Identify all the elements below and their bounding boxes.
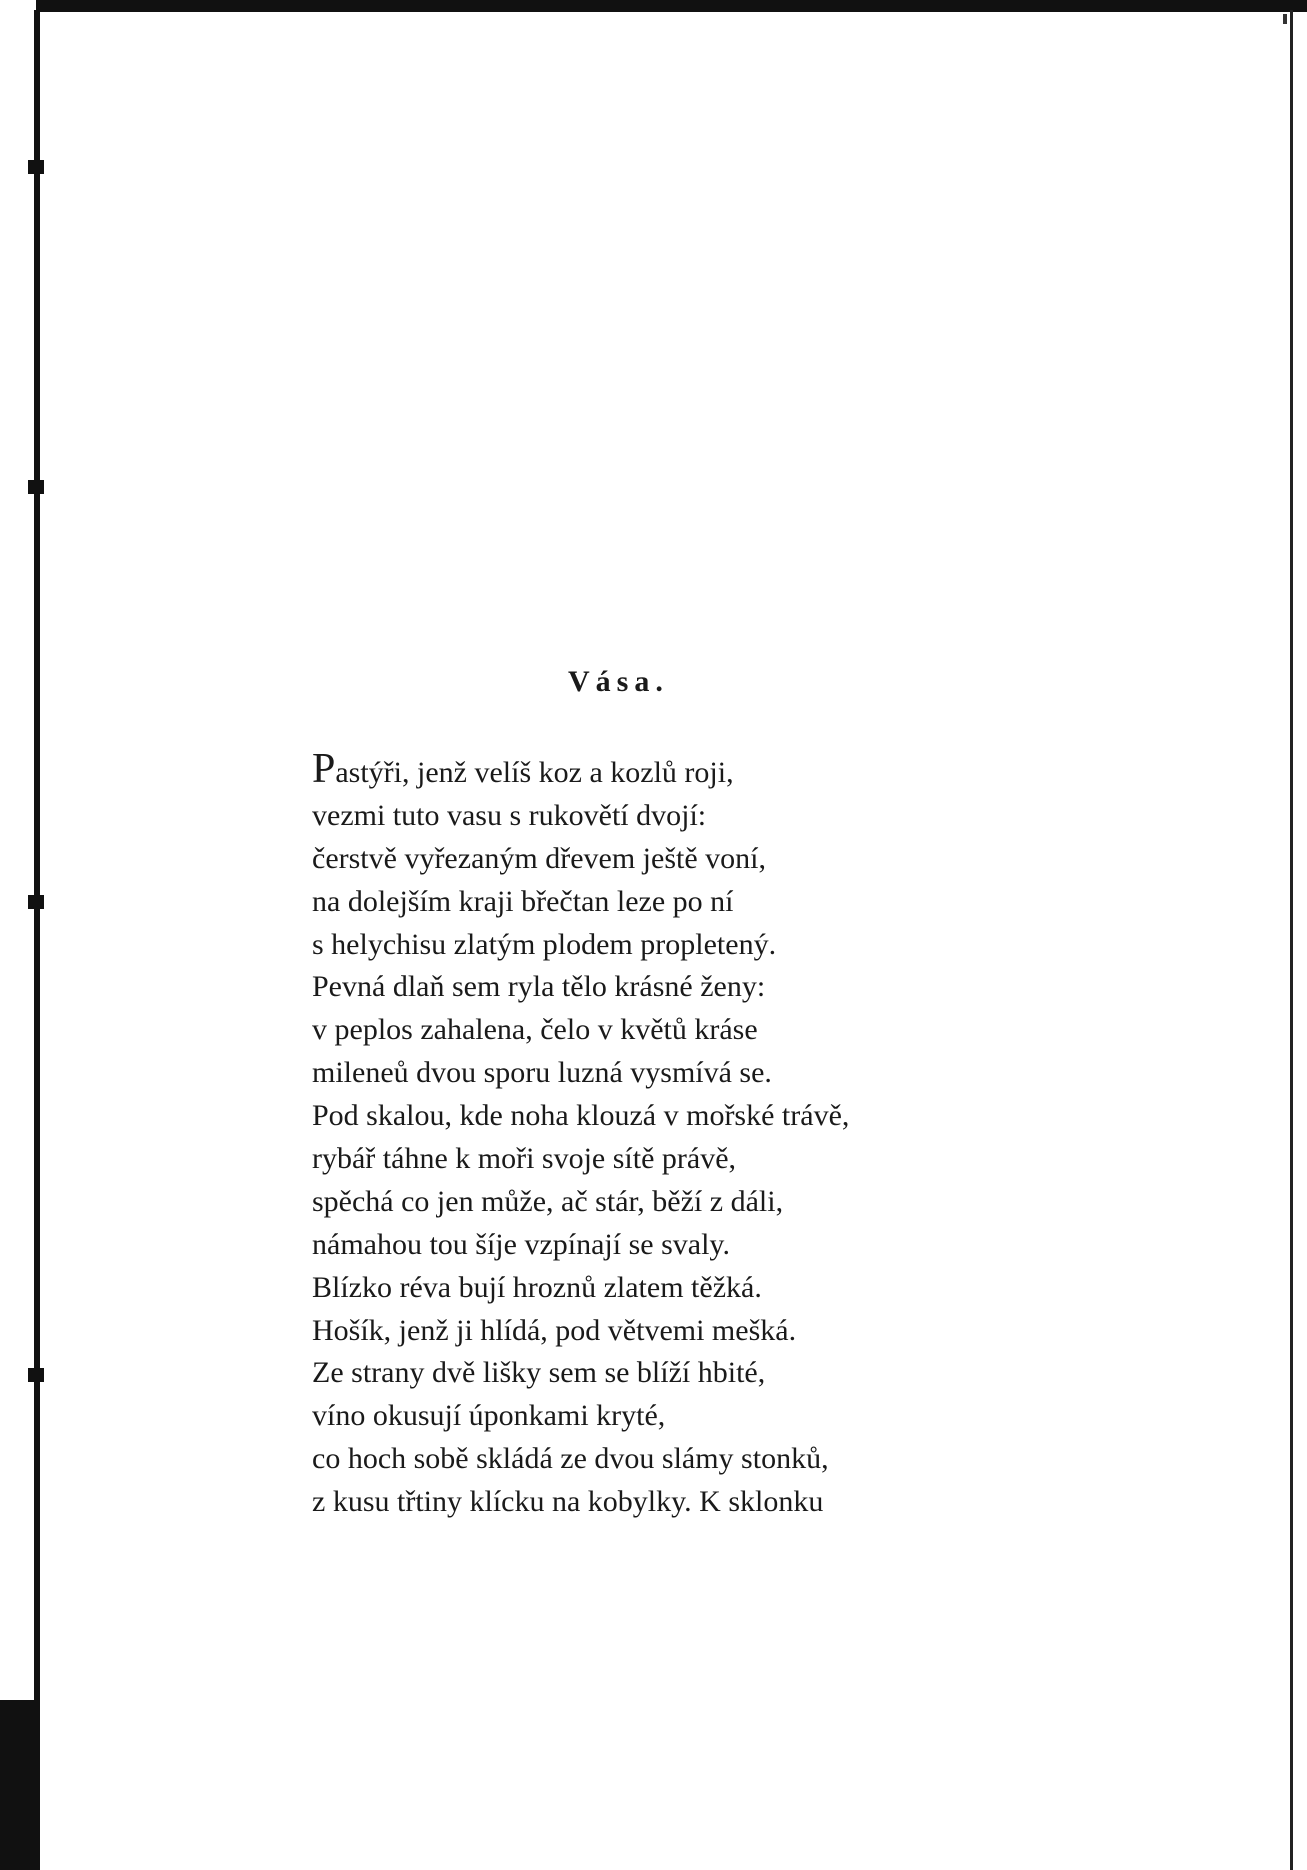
poem-line: mileneů dvou sporu luzná vysmívá se. <box>312 1056 772 1090</box>
scan-border-left <box>34 10 40 1870</box>
poem-line: víno okusují úponkami kryté, <box>312 1399 666 1433</box>
poem-title: Vása. <box>568 665 669 698</box>
poem-line: v peplos zahalena, čelo v květů kráse <box>312 1013 758 1047</box>
poem-line: co hoch sobě skládá ze dvou slámy stonků, <box>312 1442 829 1476</box>
scan-notch <box>28 160 44 174</box>
poem-line: na dolejším kraji břečtan leze po ní <box>312 884 734 918</box>
poem-line: vezmi tuto vasu s rukovětí dvojí: <box>312 798 707 832</box>
poem-line: Pevná dlaň sem ryla tělo krásné ženy: <box>312 970 766 1004</box>
poem-line: Pod skalou, kde noha klouzá v mořské trávě, <box>312 1099 850 1133</box>
poem-line: Blízko réva bují hroznů zlatem těžká. <box>312 1270 762 1304</box>
poem-line: s helychisu zlatým plodem propletený. <box>312 927 777 961</box>
scan-notch <box>28 1368 44 1382</box>
poem-line: rybář táhne k moři svoje sítě právě, <box>312 1142 737 1176</box>
poem-line: Hošík, jenž ji hlídá, pod větvemi mešká. <box>312 1313 797 1347</box>
scan-mark <box>1283 14 1287 24</box>
poem-body <box>312 746 1052 1524</box>
poem-line: z kusu třtiny klícku na kobylky. K sklonku <box>312 1485 824 1519</box>
scan-border-top <box>0 0 1307 12</box>
poem-line: čerstvě vyřezaným dřevem ještě voní, <box>312 841 766 875</box>
poem-line: námahou tou šíje vzpínají se svaly. <box>312 1227 730 1261</box>
scan-margin-left <box>0 0 36 1870</box>
poem-line-text: astýři, jenž velíš koz a kozlů roji, <box>335 756 734 789</box>
scan-border-right <box>1290 10 1293 1870</box>
scan-notch <box>28 480 44 494</box>
poem-line: Ze strany dvě lišky sem se blíží hbité, <box>312 1356 766 1390</box>
poem-line <box>312 746 1052 795</box>
scan-border-left-bottom <box>0 1700 40 1870</box>
poem-line: spěchá co jen může, ač stár, běží z dáli, <box>312 1184 784 1218</box>
scan-notch <box>28 895 44 909</box>
drop-cap: P <box>312 746 336 792</box>
